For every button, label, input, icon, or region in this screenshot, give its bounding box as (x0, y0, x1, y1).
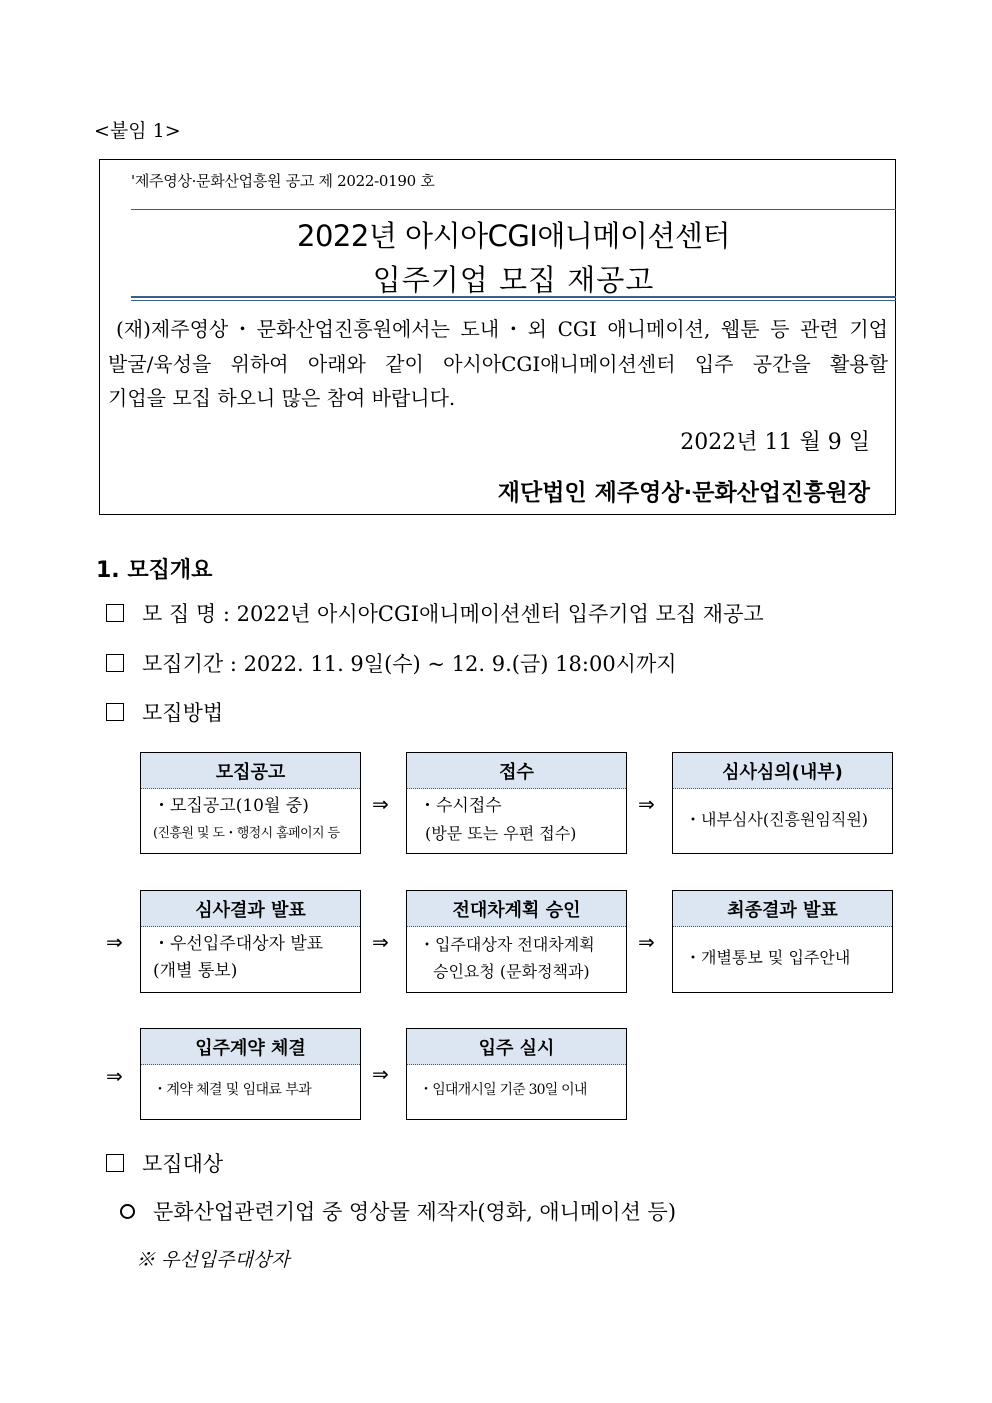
step-body (407, 1065, 626, 1104)
step-final-result (672, 890, 893, 993)
step-body (141, 927, 360, 985)
section-title: 1. 모집개요 (96, 558, 213, 583)
step-title: 모집공고 (141, 753, 360, 789)
step-review-result (140, 890, 361, 993)
notice-number: '제주영상·문화산업흥원 공고 제 2022-0190 호 (131, 172, 435, 190)
step-body (673, 789, 892, 833)
step-reception (406, 752, 627, 854)
step-title: 입주계약 체결 (141, 1029, 360, 1065)
step-line-1: ・임대개시일 기준 30일 이내 (419, 1082, 587, 1098)
arrow-icon: ⇒ (106, 1064, 123, 1088)
step-title: 접수 (407, 753, 626, 789)
target-detail (120, 1196, 676, 1226)
step-contract (140, 1028, 361, 1120)
step-title: 심사심의(내부) (673, 753, 892, 789)
step-body (407, 927, 626, 985)
title-rule-bottom (131, 296, 896, 298)
step-line-1: ・수시접수 (419, 796, 502, 816)
step-line-2: (진흥원 및 도・행정시 홈페이지 등 (153, 826, 340, 841)
step-line-1: ・모집공고(10월 중) (153, 796, 309, 816)
title-rule-bottom-thin (131, 300, 896, 301)
intro-line-2: 발굴/육성을 위하여 아래와 같이 아시아CGI애니메이션센터 입주 공간을 활용할 (108, 352, 888, 376)
step-body (141, 1065, 360, 1104)
item-recruit-target-text: 모집대상 (142, 1152, 224, 1176)
signer: 재단법인 제주영상·문화산업진흥원장 (497, 480, 870, 506)
arrow-icon: ⇒ (372, 1062, 389, 1086)
step-line-2: (방문 또는 우편 접수) (425, 824, 577, 843)
checkbox-square-icon (106, 604, 124, 622)
step-line-1: ・우선입주대상자 발표 (153, 934, 324, 954)
step-title: 최종결과 발표 (673, 891, 892, 927)
arrow-icon: ⇒ (372, 930, 389, 954)
step-sublease-approval (406, 890, 627, 993)
step-title: 전대차계획 승인 (407, 891, 626, 927)
step-title: 입주 실시 (407, 1029, 626, 1065)
arrow-icon: ⇒ (106, 930, 123, 954)
target-detail-text: 문화산업관련기업 중 영상물 제작자(영화, 애니메이션 등) (153, 1200, 677, 1224)
intro-line-1: (재)제주영상・문화산업진흥원에서는 도내・외 CGI 애니메이션, 웹툰 등 관련 기업 (116, 317, 888, 341)
checkbox-square-icon (106, 703, 124, 721)
circle-bullet-icon (120, 1204, 135, 1219)
step-title: 심사결과 발표 (141, 891, 360, 927)
item-recruit-method (106, 697, 223, 727)
checkbox-square-icon (106, 654, 124, 672)
arrow-icon: ⇒ (638, 930, 655, 954)
step-line-1: ・내부심사(진흥원임직원) (685, 810, 869, 829)
step-review (672, 752, 893, 854)
step-line-1: ・계약 체결 및 임대료 부과 (153, 1082, 312, 1098)
item-recruit-period-text: 모집기간 : 2022. 11. 9일(수) ~ 12. 9.(금) 18:00시까지 (142, 652, 677, 676)
step-body (141, 789, 360, 847)
notice-date: 2022년 11 월 9 일 (680, 430, 870, 455)
item-recruit-name (106, 598, 764, 628)
step-line-1: ・개별통보 및 입주안내 (685, 948, 851, 967)
note: ※ 우선입주대상자 (136, 1249, 290, 1271)
title-line-1: 2022년 아시아CGI애니메이션센터 (297, 219, 730, 253)
step-body (407, 789, 626, 847)
item-recruit-method-text: 모집방법 (142, 701, 224, 725)
intro-text (108, 312, 888, 382)
checkbox-square-icon (106, 1154, 124, 1172)
arrow-icon: ⇒ (638, 792, 655, 816)
item-recruit-period (106, 648, 677, 678)
step-line-2: 승인요청 (문화정책과) (433, 962, 590, 981)
step-line-1: ・입주대상자 전대차계획 (419, 935, 595, 954)
step-move-in (406, 1028, 627, 1120)
title-rule-top (131, 209, 896, 210)
title-line-2: 입주기업 모집 재공고 (372, 263, 655, 297)
step-line-2: (개별 통보) (153, 961, 238, 981)
item-recruit-target (106, 1148, 223, 1178)
item-recruit-name-text: 모 집 명 : 2022년 아시아CGI애니메이션센터 입주기업 모집 재공고 (142, 602, 764, 626)
arrow-icon: ⇒ (372, 792, 389, 816)
step-recruit-notice (140, 752, 361, 854)
step-body (673, 927, 892, 971)
attachment-label: <붙임 1> (94, 120, 181, 142)
intro-line-3: 기업을 모집 하오니 많은 참여 바랍니다. (108, 386, 456, 410)
